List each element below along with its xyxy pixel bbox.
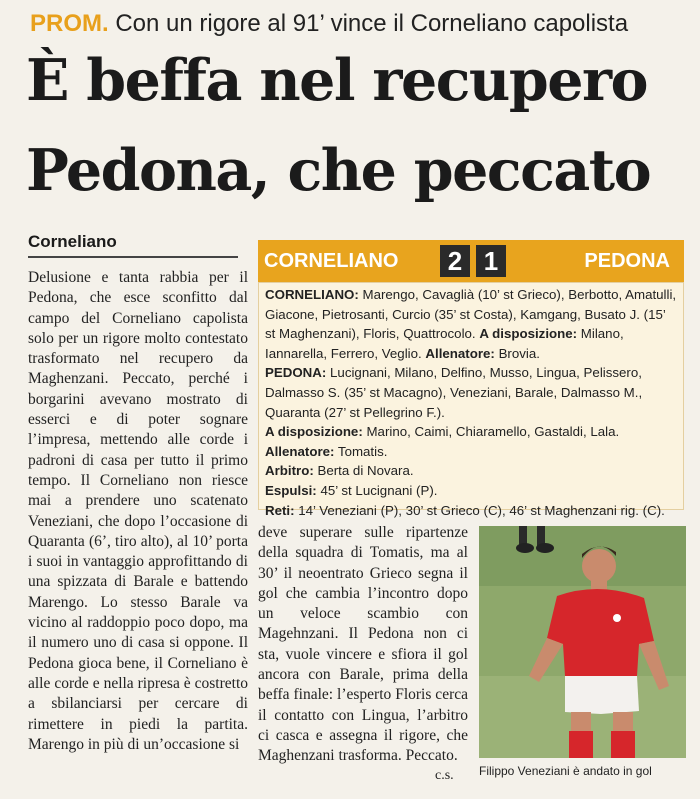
goals: 14’ Veneziani (P), 30’ st Grieco (C), 46’ st Maghenzani rig. (C). (298, 502, 665, 518)
headline-line-1: È beffa nel recupero (26, 47, 648, 114)
away-coach-label: Allenatore: (265, 443, 335, 459)
kicker (30, 10, 695, 38)
article-column-1: Delusione e tanta rabbia per il Pedona, che esce sconfitto dal campo del Corneliano capolista solo per un rigore molto contestato trasformato nel recupero da Maghenzani. Peccato, perché i borgarini avevano mostrato di esserci e di poter sognare l’impresa, mettendo alle corde i padroni di casa per tutto il primo tempo. Il Corneliano non riesce mai a prendere uno scatenato Veneziani, che dopo l’occasione di Quaranta (6’, tiro alto), al 10’ porta i suoi in vantaggio approfittando di una spizzata di Barale e battendo Marengo. Lo stesso Barale va vicino al raddoppio poco dopo, ma il numero uno di casa si oppone. Il Pedona gioca bene, il Corneliano è alle corde e nella ripresa è costretto a sbilanciarsi per cercare di rimettere in piedi la partita. Marengo in più di un’occasione si (28, 269, 248, 753)
photo-caption: Filippo Veneziani è andato in gol (479, 764, 652, 778)
kicker-text: Con un rigore al 91’ vince il Corneliano capolista (115, 10, 629, 37)
away-lineup-players: Lucignani, Milano, Delfino, Musso, Lingua, Pelissero, Dalmasso S. (35’ st Macagno), Veneziani, Barale, Dalmasso M., Quaranta (27’ st Pellegrino F.). (265, 365, 643, 420)
away-bench: Marino, Caimi, Chiaramello, Gastaldi, Lala. (366, 424, 620, 440)
article-column-2: deve superare sulle ripartenze della squadra di Tomatis, ma al 30’ il neoentrato Grieco segna il gol che cambia l’incontro dopo un veloce scambio con Magehnzani. Il Pedona non ci sta, vuole vincere e sfiora il gol ancora con Barale, prima della beffa finale: l’esperto Floris cerca il contatto con Lingua, l’arbitro ci casca e assegna il rigore, che Maghenzani trasforma. Peccato. (258, 524, 468, 765)
away-bench-label: A disposizione: (265, 424, 363, 440)
home-coach-label: Allenatore: (425, 345, 495, 361)
referee: Berta di Novara. (317, 463, 414, 479)
scoreboard (258, 240, 684, 282)
away-coach: Tomatis. (337, 443, 388, 459)
lineups-box (258, 282, 684, 518)
home-lineup-players: Marengo, Cavaglià (10’ st Grieco), Berbotto, Amatulli, Giacone, Pietrosanti, Curcio (35’ st Costa), Kamgang, Busato J. (15’ st Maghenzani), Floris, Quattrocolo. (265, 287, 677, 342)
home-bench-label: A disposizione: (479, 326, 578, 342)
home-team: CORNELIANO (264, 249, 399, 272)
section-label: Corneliano (28, 232, 238, 258)
goals-label: Reti: (265, 502, 295, 518)
referee-label: Arbitro: (265, 463, 314, 479)
author-signature: c.s. (435, 768, 454, 783)
away-team: PEDONA (584, 249, 670, 272)
kicker-tag: PROM. (30, 10, 109, 37)
away-score: 1 (476, 245, 506, 277)
player-photo (479, 526, 686, 758)
home-score: 2 (440, 245, 470, 277)
away-lineup-label: PEDONA: (265, 365, 327, 381)
sent-off: 45’ st Lucignani (P). (320, 482, 438, 498)
home-lineup-label: CORNELIANO: (265, 287, 359, 302)
sent-off-label: Espulsi: (265, 482, 317, 498)
home-bench: Milano, Iannarella, Ferrero, Veglio. (265, 326, 624, 361)
headline-line-2: Pedona, che peccato (26, 137, 651, 204)
home-coach: Brovia. (498, 345, 540, 361)
player-photo-illustration (479, 526, 686, 758)
